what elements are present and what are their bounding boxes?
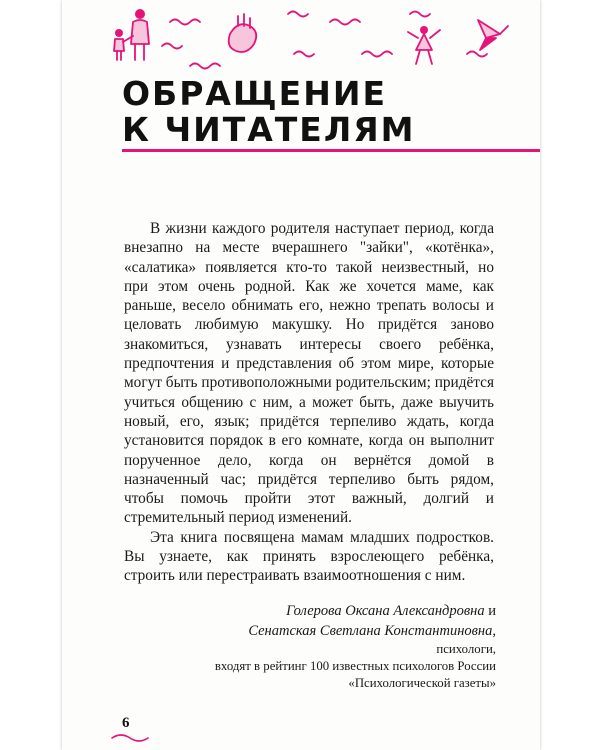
paragraph-2: Эта книга посвящена мамам младших подростков. Вы узнаете, как принять взрослеющего ребёнка, строить или перестраивать взаимоотношения с ним. <box>124 528 494 585</box>
comma: , <box>492 622 496 639</box>
dancing-girl-icon <box>408 26 440 64</box>
page-title <box>122 76 542 148</box>
author-2: Сенатская Светлана Константиновна <box>248 622 493 639</box>
credit-line-2: «Психологической газеты» <box>348 676 496 690</box>
paragraph-1: В жизни каждого родителя наступает период, когда внезапно на месте вчерашнего "зайки", «котёнка», «салатика» появляется кто-то такой неизвестный, но при этом очень родной. Как же хочется маме, как раньше, весело обнимать его, нежно трепать волосы и целовать любимую макушку. Но придётся заново знакомиться, узнавать интересы своего ребёнка, предпочтения и представления об этом мире, которые могут быть противоположными родительским; придётся учиться общению с ним, а может быть, даже выучить новый, его, язык; придётся терпеливо ждать, когда установится порядок в его комнате, когда он выполнит порученное дело, когда он вернётся домой в назначенный час; придётся терпеливо быть рядом, чтобы помочь пройти этот важный, долгий и стремительный период изменений. <box>124 220 494 527</box>
author-1: Голерова Оксана Александровна <box>286 603 485 619</box>
signature-block <box>124 602 496 692</box>
title-divider <box>122 149 540 152</box>
header-doodles <box>62 0 540 78</box>
hands-icon <box>229 14 257 52</box>
conjunction: и <box>484 603 496 619</box>
parent-child-icon <box>114 9 149 60</box>
author-line-2 <box>124 622 496 642</box>
author-role: психологи, <box>436 642 496 656</box>
title-line-2: К ЧИТАТЕЛЯМ <box>122 110 416 149</box>
body-text <box>124 219 494 586</box>
title-line-1: ОБРАЩЕНИЕ <box>122 74 388 113</box>
author-line-1 <box>124 602 496 622</box>
credit-line-1: входят в рейтинг 100 известных психологов России <box>214 659 496 673</box>
page-number: 6 <box>122 715 130 731</box>
paper-bird-icon <box>478 20 508 50</box>
footer-wave-icon <box>110 728 150 742</box>
wave-icon <box>162 12 487 69</box>
